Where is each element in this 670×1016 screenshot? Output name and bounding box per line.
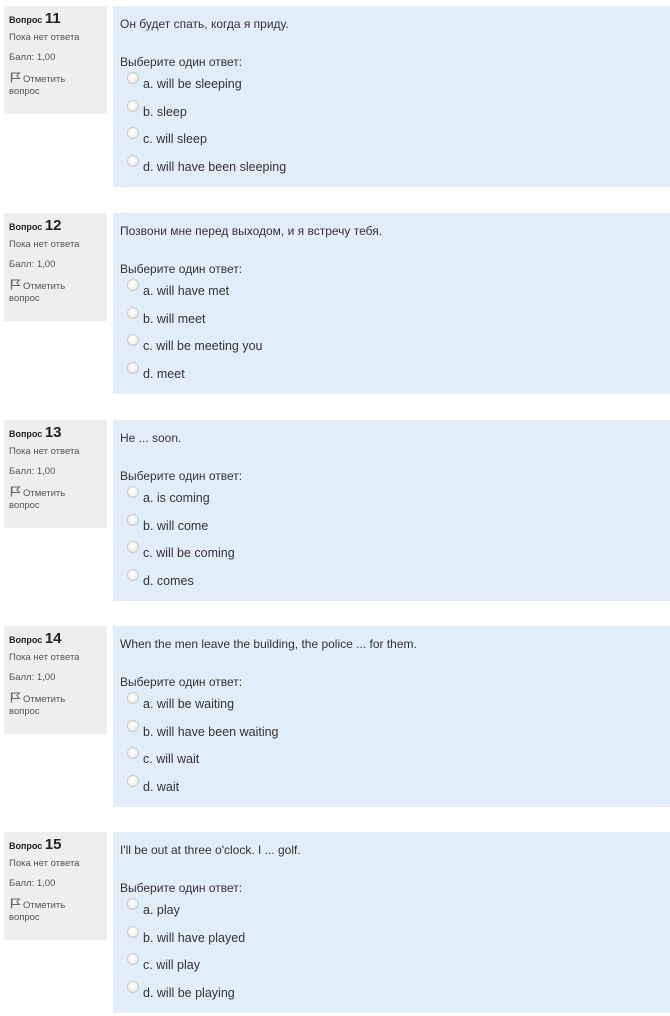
question-prefix: Вопрос: [9, 635, 43, 645]
answer-option-b[interactable]: [120, 514, 670, 542]
answer-option-a[interactable]: [120, 898, 670, 926]
answer-option-label: a. play: [143, 903, 180, 917]
answer-option-a[interactable]: [120, 692, 670, 720]
answer-list: [120, 279, 670, 389]
answer-list: [120, 486, 670, 596]
answer-option-c[interactable]: [120, 334, 670, 362]
answer-option-label: c. will sleep: [143, 132, 207, 146]
question-info-panel: [4, 6, 107, 114]
question-grade: Балл: 1,00: [9, 52, 56, 63]
question-state: Пока нет ответа: [9, 239, 80, 250]
flag-question-button[interactable]: [9, 279, 107, 305]
flag-label-line1: Отметить: [23, 281, 66, 292]
question-grade: Балл: 1,00: [9, 259, 56, 270]
question-state: Пока нет ответа: [9, 652, 80, 663]
flag-icon: [10, 486, 21, 497]
answer-prompt: Выберите один ответ:: [120, 55, 243, 69]
answer-radio-b[interactable]: [127, 926, 139, 938]
flag-label-line1: Отметить: [23, 488, 66, 499]
question-info-panel: [4, 626, 107, 734]
answer-option-d[interactable]: [120, 981, 670, 1009]
question-number-value: 15: [44, 836, 62, 853]
answer-option-b[interactable]: [120, 100, 670, 128]
question-prefix: Вопрос: [9, 429, 43, 439]
flag-label-line2: вопрос: [9, 912, 40, 923]
answer-option-d[interactable]: [120, 362, 670, 390]
question-content: [113, 832, 670, 1013]
question-state: Пока нет ответа: [9, 858, 80, 869]
flag-label-line1: Отметить: [23, 74, 66, 85]
answer-option-label: a. will have met: [143, 284, 230, 298]
answer-radio-a[interactable]: [127, 898, 139, 910]
answer-option-d[interactable]: [120, 569, 670, 597]
answer-option-label: a. will be sleeping: [143, 77, 242, 91]
answer-option-label: c. will wait: [143, 752, 200, 766]
answer-option-b[interactable]: [120, 720, 670, 748]
answer-radio-b[interactable]: [127, 100, 139, 112]
question-content: [113, 626, 670, 807]
question-info-panel: [4, 420, 107, 528]
question-grade: Балл: 1,00: [9, 878, 56, 889]
answer-option-c[interactable]: [120, 127, 670, 155]
flag-question-button[interactable]: [9, 692, 107, 718]
answer-radio-a[interactable]: [127, 279, 139, 291]
flag-label-line2: вопрос: [9, 706, 40, 717]
answer-option-label: d. will have been sleeping: [143, 159, 287, 174]
question-number-value: 11: [44, 10, 61, 27]
answer-option-label: c. will be meeting you: [143, 339, 263, 353]
answer-prompt: Выберите один ответ:: [120, 675, 243, 689]
answer-radio-c[interactable]: [127, 541, 139, 553]
answer-prompt: Выберите один ответ:: [120, 881, 243, 895]
question-content: [113, 6, 670, 187]
flag-icon: [10, 898, 21, 909]
answer-option-label: d. comes: [143, 573, 194, 588]
question-info-panel: [4, 832, 107, 940]
question-prefix: Вопрос: [9, 15, 43, 25]
answer-option-label: b. sleep: [143, 104, 187, 119]
answer-radio-c[interactable]: [127, 127, 139, 139]
question-15: [0, 829, 670, 1013]
question-number: [9, 218, 107, 235]
answer-option-label: d. meet: [143, 366, 185, 381]
question-content: [113, 420, 670, 601]
answer-radio-d[interactable]: [127, 775, 139, 787]
answer-option-label: b. will have been waiting: [143, 724, 279, 739]
answer-list: [120, 72, 670, 182]
question-content: [113, 213, 670, 394]
flag-icon: [10, 692, 21, 703]
question-text: He ... soon.: [120, 431, 182, 445]
answer-prompt: Выберите один ответ:: [120, 262, 243, 276]
answer-option-label: a. is coming: [143, 491, 210, 505]
question-number: [9, 631, 107, 648]
answer-radio-b[interactable]: [127, 307, 139, 319]
question-11: [0, 3, 670, 187]
answer-option-a[interactable]: [120, 72, 670, 100]
question-number-value: 12: [44, 217, 62, 234]
answer-radio-b[interactable]: [127, 720, 139, 732]
flag-label-line1: Отметить: [23, 900, 66, 911]
answer-radio-a[interactable]: [127, 72, 139, 84]
flag-label-line1: Отметить: [23, 694, 66, 705]
answer-radio-a[interactable]: [127, 692, 139, 704]
question-number-value: 13: [44, 424, 62, 441]
answer-option-d[interactable]: [120, 155, 670, 183]
question-grade: Балл: 1,00: [9, 672, 56, 683]
answer-prompt: Выберите один ответ:: [120, 469, 243, 483]
answer-radio-d[interactable]: [127, 155, 139, 167]
question-number: [9, 11, 107, 28]
answer-radio-a[interactable]: [127, 486, 139, 498]
flag-label-line2: вопрос: [9, 86, 40, 97]
answer-list: [120, 898, 670, 1008]
question-12: [0, 210, 670, 394]
answer-option-label: d. wait: [143, 779, 180, 794]
answer-option-label: b. will have played: [143, 930, 246, 945]
question-info-panel: [4, 213, 107, 321]
question-number-value: 14: [44, 630, 62, 647]
question-text: Позвони мне перед выходом, и я встречу тебя.: [120, 224, 383, 238]
answer-option-label: c. will play: [143, 958, 200, 972]
answer-option-c[interactable]: [120, 541, 670, 569]
answer-radio-b[interactable]: [127, 514, 139, 526]
answer-radio-d[interactable]: [127, 362, 139, 374]
question-state: Пока нет ответа: [9, 32, 80, 43]
answer-option-d[interactable]: [120, 775, 670, 803]
question-text: When the men leave the building, the police ... for them.: [120, 637, 417, 651]
answer-option-a[interactable]: [120, 486, 670, 514]
answer-radio-d[interactable]: [127, 981, 139, 993]
question-number: [9, 837, 107, 854]
flag-icon: [10, 279, 21, 290]
answer-option-a[interactable]: [120, 279, 670, 307]
answer-option-b[interactable]: [120, 307, 670, 335]
flag-label-line2: вопрос: [9, 293, 40, 304]
question-14: [0, 623, 670, 807]
question-prefix: Вопрос: [9, 222, 43, 232]
answer-radio-c[interactable]: [127, 747, 139, 759]
flag-question-button[interactable]: [9, 898, 107, 924]
question-prefix: Вопрос: [9, 841, 43, 851]
question-text: Он будет спать, когда я приду.: [120, 17, 289, 31]
question-number: [9, 425, 107, 442]
answer-option-b[interactable]: [120, 926, 670, 954]
answer-option-label: b. will meet: [143, 311, 206, 326]
answer-option-label: d. will be playing: [143, 985, 235, 1000]
answer-radio-c[interactable]: [127, 334, 139, 346]
flag-icon: [10, 72, 21, 83]
answer-option-label: c. will be coming: [143, 546, 235, 560]
flag-question-button[interactable]: [9, 72, 107, 98]
question-state: Пока нет ответа: [9, 446, 80, 457]
flag-question-button[interactable]: [9, 486, 107, 512]
question-text: I'll be out at three o'clock. I ... golf.: [120, 843, 301, 857]
answer-option-label: a. will be waiting: [143, 697, 235, 711]
answer-list: [120, 692, 670, 802]
answer-radio-d[interactable]: [127, 569, 139, 581]
answer-option-c[interactable]: [120, 953, 670, 981]
flag-label-line2: вопрос: [9, 500, 40, 511]
answer-option-label: b. will come: [143, 518, 209, 533]
answer-option-c[interactable]: [120, 747, 670, 775]
answer-radio-c[interactable]: [127, 953, 139, 965]
question-grade: Балл: 1,00: [9, 466, 56, 477]
question-13: [0, 417, 670, 601]
